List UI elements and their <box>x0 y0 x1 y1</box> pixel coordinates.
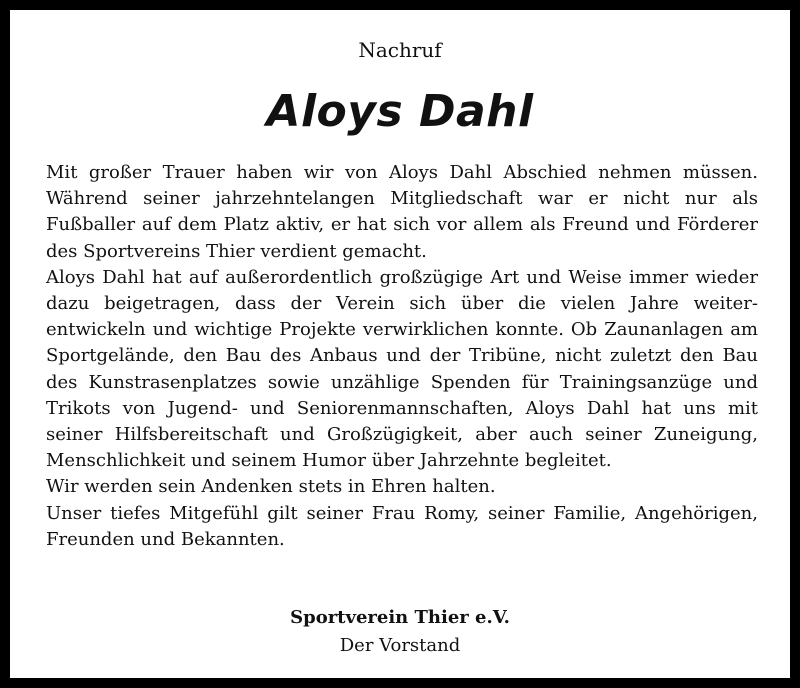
notice-heading: Nachruf <box>358 38 442 62</box>
board-name: Der Vorstand <box>339 635 461 656</box>
body-paragraph-2: Aloys Dahl hat auf außerordentlich großzügige Art und Weise immer wieder dazu beigetragen, dass der Verein sich über die vielen Jahre weiterentwickeln und wichtige Projekte verwirklichen konnte. Ob Zaunanlagen am Sportgelände, den Bau des Anbaus und der Tribüne, nicht zuletzt den Bau des Kunstrasenplatzes sowie unzählige Spenden für Trainingsanzüge und Trikots von Jugend- und Seniorenmannschaften, Aloys Dahl hat uns mit seiner Hilfsbereitschaft und Großzügigkeit, aber auch seiner Zuneigung, Menschlichkeit und seinem Humor über Jahrzehnte begleitet. <box>46 266 758 472</box>
signature-block <box>10 604 790 660</box>
body-paragraph-1: Mit großer Trauer haben wir von Aloys Dahl Abschied nehmen müssen. Während seiner jahrzehntelangen Mitgliedschaft war er nicht nur als Fußballer auf dem Platz aktiv, er hat sich vor allem als Freund und Förderer des Sportvereins Thier verdient gemacht. <box>46 162 758 262</box>
club-name: Sportverein Thier e.V. <box>290 607 510 628</box>
notice-body <box>46 160 758 553</box>
body-paragraph-4: Unser tiefes Mitgefühl gilt seiner Frau Romy, seiner Familie, Angehörigen, Freunden und Bekannten. <box>46 502 758 550</box>
body-paragraph-3: Wir werden sein Andenken stets in Ehren halten. <box>46 476 496 498</box>
deceased-name: Aloys Dahl <box>266 86 534 137</box>
